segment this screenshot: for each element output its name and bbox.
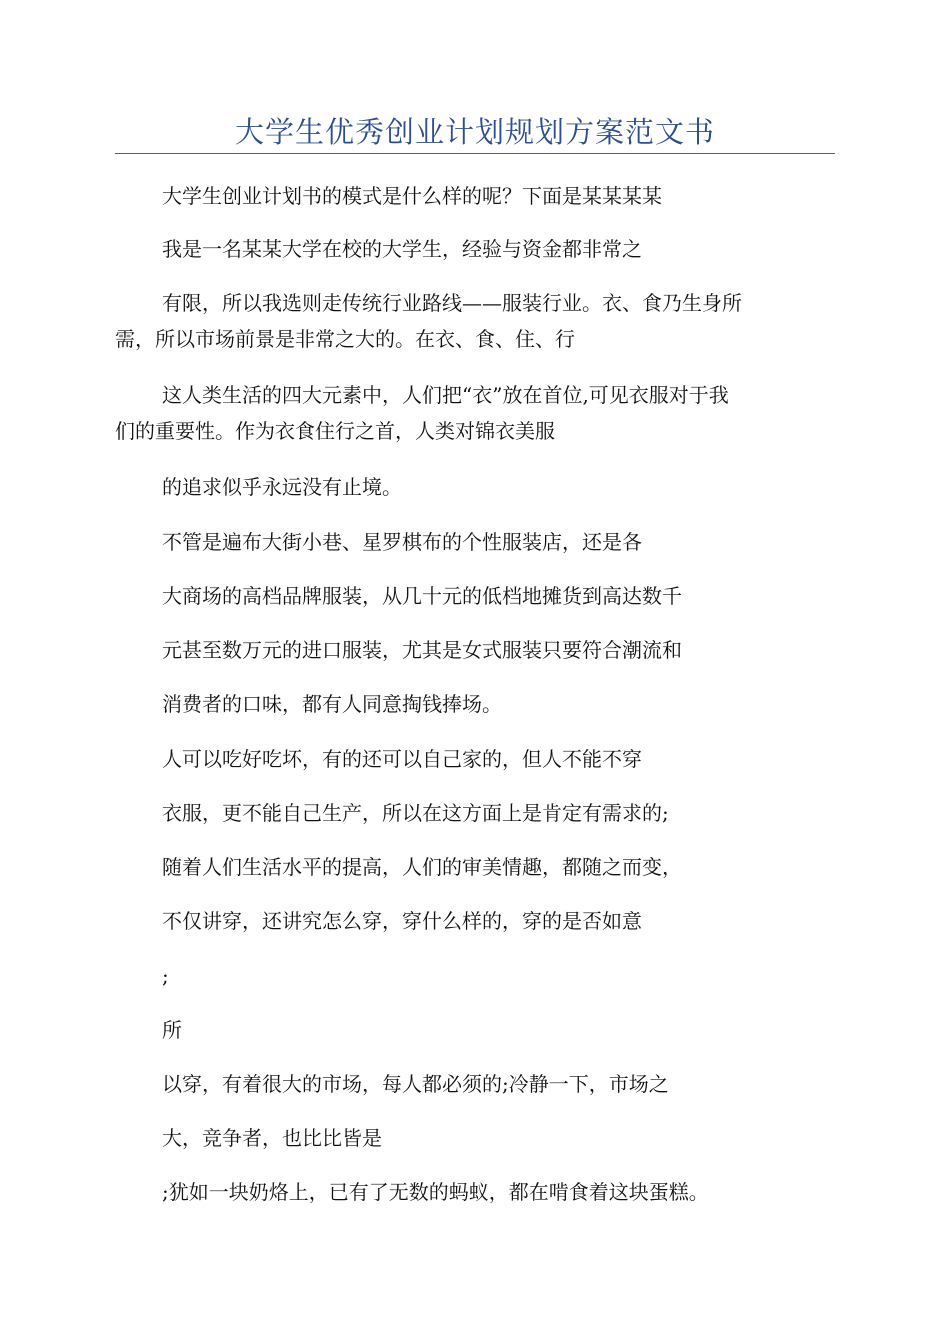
paragraph-line: ;犹如一块奶烙上，已有了无数的蚂蚁，都在啃食着这块蛋糕。 xyxy=(162,1180,709,1204)
paragraph-16 xyxy=(115,1066,835,1102)
paragraph-1 xyxy=(115,178,835,214)
paragraph-line: 消费者的口味，都有人同意掏钱捧场。 xyxy=(162,692,502,716)
paragraph-18 xyxy=(115,1174,835,1210)
paragraph-3 xyxy=(115,285,835,357)
paragraph-17 xyxy=(115,1120,835,1156)
paragraph-line: 不仅讲穿，还讲究怎么穿，穿什么样的，穿的是否如意 xyxy=(162,909,642,933)
paragraph-2 xyxy=(115,231,835,267)
paragraph-6 xyxy=(115,524,835,560)
paragraph-4 xyxy=(115,377,835,449)
paragraph-line: 人可以吃好吃坏，有的还可以自己家的，但人不能不穿 xyxy=(162,747,642,771)
paragraph-13 xyxy=(115,903,835,939)
paragraph-line: 大商场的高档品牌服装，从几十元的低档地摊货到高达数千 xyxy=(162,584,682,608)
paragraph-line: 们的重要性。作为衣食住行之首，人类对锦衣美服 xyxy=(115,419,555,443)
paragraph-line: 以穿，有着很大的市场，每人都必须的;冷静一下，市场之 xyxy=(162,1072,669,1096)
paragraph-line: 这人类生活的四大元素中，人们把“衣”放在首位,可见衣服对于我 xyxy=(162,383,729,407)
document-title: 大学生优秀创业计划规划方案范文书 xyxy=(234,115,715,149)
paragraph-line: 大学生创业计划书的模式是什么样的呢？下面是某某某某 xyxy=(162,184,662,208)
paragraph-line: 我是一名某某大学在校的大学生，经验与资金都非常之 xyxy=(162,237,642,261)
paragraph-11 xyxy=(115,795,835,831)
paragraph-line: 的追求似乎永远没有止境。 xyxy=(162,475,402,499)
paragraph-line: 大，竞争者，也比比皆是 xyxy=(162,1126,382,1150)
paragraph-8 xyxy=(115,632,835,668)
paragraph-5 xyxy=(115,469,835,505)
paragraph-10 xyxy=(115,741,835,777)
paragraph-line: 有限，所以我选则走传统行业路线——服装行业。衣、食乃生身所 xyxy=(162,291,742,315)
paragraph-line: ; xyxy=(162,964,169,988)
paragraph-14 xyxy=(115,958,835,994)
paragraph-12 xyxy=(115,849,835,885)
paragraph-line: 不管是遍布大街小巷、星罗棋布的个性服装店，还是各 xyxy=(162,530,642,554)
paragraph-line: 所 xyxy=(162,1018,182,1042)
paragraph-9 xyxy=(115,686,835,722)
paragraph-line: 元甚至数万元的进口服装，尤其是女式服装只要符合潮流和 xyxy=(162,638,682,662)
paragraph-15 xyxy=(115,1012,835,1048)
paragraph-line: 随着人们生活水平的提高，人们的审美情趣，都随之而变， xyxy=(162,855,682,879)
paragraph-7 xyxy=(115,578,835,614)
paragraph-line: 需，所以市场前景是非常之大的。在衣、食、住、行 xyxy=(115,327,575,351)
paragraph-line: 衣服，更不能自己生产，所以在这方面上是肯定有需求的; xyxy=(162,801,669,825)
title-underline xyxy=(115,153,835,154)
